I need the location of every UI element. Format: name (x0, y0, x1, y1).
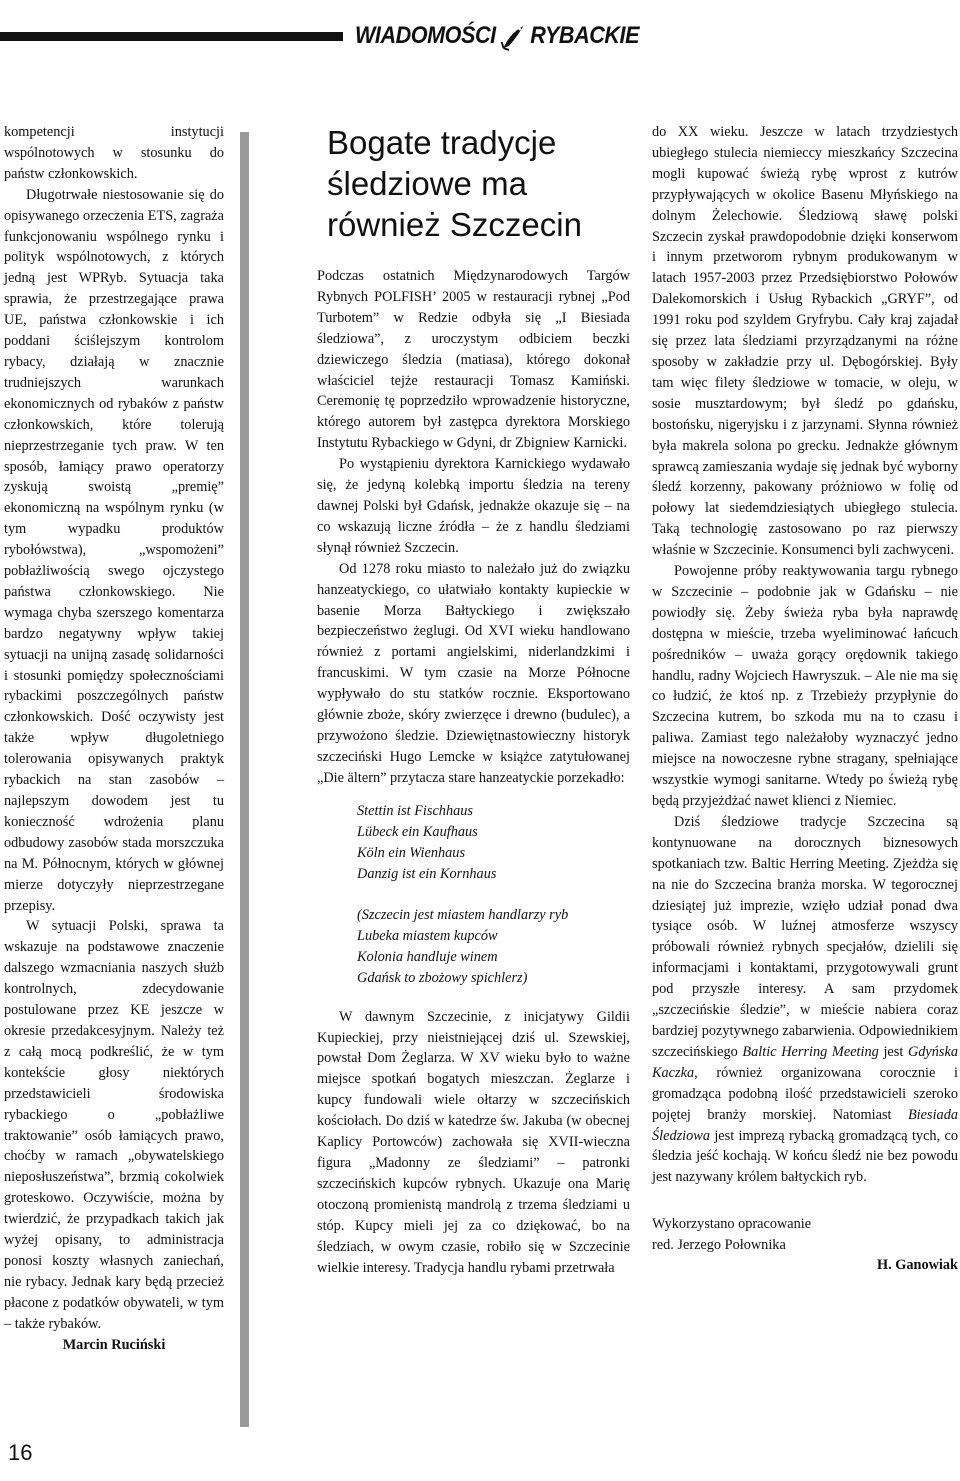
publication-logo (355, 18, 640, 54)
left-paragraph-3: W sytuacji Polski, sprawa ta wskazuje na podstawowe znaczenie dalszego wzmacniania naszych służb kontrolnych, zdecydowanie postulowane przez KE jeszcze w okresie przedakcesyjnym. Należy też z całą mocą podkreślić, że w tym kontekście głosy niektórych przedstawicieli środowiska rybackiego o „pobłażliwe traktowanie” osób łamiących prawo, choćby w ramach „obywatelskiego nieposłuszeństwa”, brzmią cokolwiek groteskowo. Oczywiście, można by twierdzić, że przypadkach takich jak wyżej opisany, to administracja ponosi koszty własnych zaniechań, nie rybacy. Jednak kary będą przecież płacone z podatków obywateli, w tym – także rybaków. (4, 918, 224, 1332)
masthead-rule (0, 32, 343, 41)
logo-text-part2: RYBACKIE (530, 22, 640, 49)
event-name: Biesiada Śledziowa (652, 1106, 958, 1144)
event-name: Baltic Herring Meeting (742, 1043, 879, 1060)
article-author: H. Ganowiak (876, 1257, 958, 1274)
column-divider (240, 132, 249, 1427)
page-number: 16 (8, 1440, 33, 1465)
article-paragraph-6: Powojenne próby reaktywowania targu rybnego w Szczecinie – podobnie jak w Gdańsku – nie powiodły się. Żeby świeża ryba była naprawdę dostępna w mieście, trzeba wyeliminować łańcuch pośredników – uważa gorący orędownik takiego handlu, radny Wojciech Hawryszuk. – Ale nie ma się co łudzić, że ktoś np. z Trzebieży przypłynie do Szczecina kutrem, bo szkoda mu na to czasu i paliwa. Zamiast tego należałoby wyznaczyć jedno miejsce na nowoczesne rybne stragany, spełniające wszystkie wymogi sanitarne. Wtedy po świeżą rybę będą przyjeżdżać nawet klienci z Niemiec. (652, 563, 958, 809)
left-author: Marcin Ruciński (62, 1336, 166, 1353)
article-paragraph-5: do XX wieku. Jeszcze w latach trzydziestych ubiegłego stulecia niemieccy mieszkańcy Szczecina mogli kupować świeżą rybę wprost z kutrów przypływających w okolice Basenu Młyńskiego na dolnym Żelechowie. Śledziową sławę polski Szczecin zyskał prawdopodobnie dzięki konserwom i innym przetworom rybnym produkowanym w latach 1957-2003 przez Przedsiębiorstwo Połowów Dalekomorskich i Usług Rybackich „GRYF”, od 1991 roku pod szyldem Gryfrybu. Cały kraj zajadał się przez lata śledziami przyrządzanymi na różne sposoby w zakładzie przy ul. Dębogórskiej. Były tam więc filety śledziowe w tomacie, w oleju, w sosie musztardowym; był śledź po gdańsku, bostońsku, nigeryjsku i z jarzynami. Słynna również była makrela solona po grecku. Jednakże głównym sprawcą zamieszania wydaje się jednak być wyborny śledź korzenny, pakowany próżniowo w folię od połowy lat siedemdziesiątych ubiegłego stulecia. Taką technologię zastosowano po raz pierwszy właśnie w Szczecinie. Konsumenci byli zachwyceni. (652, 124, 958, 559)
poem-line: Köln ein Wienhaus (357, 844, 466, 861)
left-paragraph-2: Długotrwałe niestosowanie się do opisywanego orzeczenia ETS, zagraża funkcjonowaniu wspólnego rynku i polityk wspólnotowych, z których jedną jest WPRyb. Sytuacja taka sprawia, że przestrzegające prawa UE, państwa członkowskie i ich poddani ściślejszym kontrolom rybacy, działają w znacznie trudniejszych warunkach ekonomicznych od rybaków z państw członkowskich, które tolerują nieprzestrzeganie tych praw. W ten sposób, łamiący prawo operatorzy zyskują swoistą „premię” ekonomiczną na wspólnym rynku (w tym wypadku produktów rybołówstwa), „wspomożeni” pobłażliwością swego ojczystego państwa członkowskiego. Nie wymaga chyba szerszego komentarza bardzo negatywny wpływ takiej sytuacji na unijną zasadę solidarności i stosunki pomiędzy społecznościami rybackimi poszczególnych państw członkowskich. Dość oczywisty jest także wpływ długoletniego tolerowania opisywanych praktyk rybackich na stan zasobów – najlepszym dowodem jest tu konieczność wdrożenia planu odbudowy zasobów stada morszczuka na M. Północnym, których w głównej mierze dotyczyły nieprzestrzegane przepisy. (4, 186, 224, 914)
article-paragraph-7: Dziś śledziowe tradycje Szczecina są kontynuowane na dorocznych biznesowych spotkaniach tzw. Baltic Herring Meeting. Zjeżdża się na nie do Szczecina branża morska. W tegorocznej dziesiątej już imprezie, wzięło udział ponad dwa tysiące osób. W luźnej atmosferze wszyscy próbowali również rybnych specjałów, dzielili się informacjami i kontaktami, przygotowywali grunt pod przyszłe interesy. A sam przydomek „szczecińskie śledzie”, w mieście nabiera coraz bardziej pozytywnego zabarwienia. Odpowiednikiem szczecińskiego Baltic Herring Meeting jest Gdyńska Kaczka, również organizowana corocznie i gromadząca podobną ilość przedstawicieli szeroko pojętej branży morskiej. Natomiast Biesiada Śledziowa jest imprezą rybacką gromadzącą tych, co śledzia jeść kochają. W końcu śledź nie bez powodu jest nazywany królem bałtyckich ryb. (652, 813, 958, 1186)
poem-line: Stettin ist Fischhaus (357, 802, 473, 819)
poem-line: Lübeck ein Kaufhaus (357, 823, 478, 840)
poem-translation-line: Gdańsk to zbożowy spichlerz) (357, 969, 528, 986)
article-paragraph-3: Od 1278 roku miasto to należało już do związku hanzeatyckiego, co ułatwiało kontakty kupieckie w basenie Morza Bałtyckiego i zwiększało bezpieczeństwo żeglugi. Od XVI wieku handlowano również z portami angielskimi, niderlandzkimi i francuskimi. W tym czasie na Morze Północne wypływało do stu statków rocznie. Eksportowano głównie zboże, skóry zwierzęce i drewno (budulec), a przywożono śledzie. Dziewiętnastowieczny historyk szczeciński Hugo Lemcke w książce zatytułowanej „Die ältern” przytacza stare hanzeatyckie porzekadło: (317, 560, 630, 786)
hanseatic-saying (357, 801, 630, 989)
right-column (652, 122, 958, 1276)
poem-translation-line: Lubeka miastem kupców (357, 927, 498, 944)
left-column (4, 122, 224, 1355)
poem-translation-line: (Szczecin jest miastem handlarzy ryb (357, 906, 569, 923)
poem-translation-line: Kolonia handluje winem (357, 948, 498, 965)
left-paragraph-1: kompetencji instytucji wspólnotowych w stosunku do państw członkowskich. (4, 124, 224, 182)
logo-text-part1: WIADOMOŚCI (355, 22, 496, 49)
credit-line: Wykorzystano opracowanie (652, 1216, 812, 1233)
article-paragraph-2: Po wystąpieniu dyrektora Karnickiego wydawało się, że jedyną kolebką importu śledzia na tereny dawnej Polski był Gdańsk, jednakże okazuje się – na co wskazują liczne źródła – że z handlu śledziami słynął również Szczecin. (317, 456, 630, 556)
source-credit (652, 1214, 958, 1255)
masthead (0, 18, 960, 54)
credit-line: red. Jerzego Połownika (652, 1236, 786, 1253)
fish-icon (499, 22, 526, 52)
poem-line: Danzig ist ein Kornhaus (357, 865, 497, 882)
middle-column (317, 122, 630, 1278)
article-paragraph-4: W dawnym Szczecinie, z inicjatywy Gildii Kupieckiej, przy nieistniejącej dziś ul. Szewskiej, powstał Dom Żeglarza. W XV wieku było to ważne miejsce spotkań bogatych mieszczan. Żeglarze i kupcy fundowali wiele ołtarzy w szczecińskich kościołach. Do dziś w katedrze św. Jakuba (w obecnej Kaplicy Portowców) zachowała się XVII-wieczna figura „Madonny ze śledziami” – patronki szczecińskich kupców rybnych. Ukazuje ona Marię otoczoną promienistą mandrolą z trzema śledziami u stóp. Kupcy mieli jej za co dziękować, bo na śledziach, w owym czasie, robiło się w Szczecinie wielkie interesy. Tradycja handlu rybami przetrwała (317, 1008, 630, 1276)
article-headline: Bogate tradycje śledziowe ma również Szczecin (327, 124, 582, 243)
event-name: Gdyńska Kaczka (652, 1043, 958, 1081)
article-paragraph-1: Podczas ostatnich Międzynarodowych Targów Rybnych POLFISH’ 2005 w restauracji rybnej „Pod Turbotem” w Redzie odbyła się „I Biesiada śledziowa”, z uroczystym odbiciem beczki dziewiczego śledzia (matiasa), którego dokonał właściciel tejże restauracji Tomasz Kamiński. Ceremonię tę poprzedziło wprowadzenie historyczne, którego autorem był zastępca dyrektora Morskiego Instytutu Rybackiego w Gdyni, dr Zbigniew Karnicki. (317, 268, 630, 452)
